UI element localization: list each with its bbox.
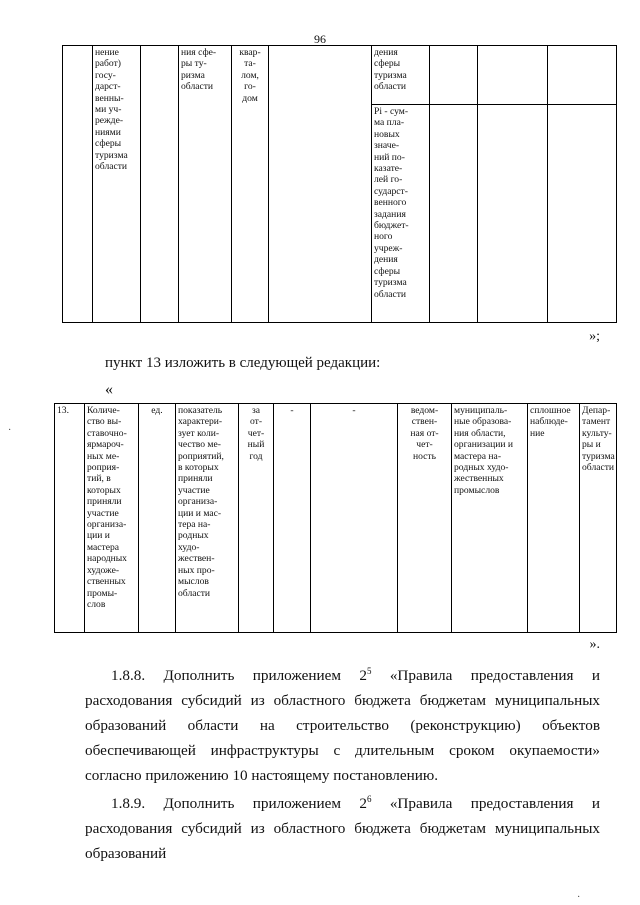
closing-quote: »;	[589, 329, 600, 344]
table-cell	[63, 46, 93, 323]
scan-mark: ·	[577, 892, 581, 903]
table-cell: нение работ) госу- дарст- венны- ми уч- режде- ниями сферы туризма области	[93, 46, 141, 323]
table-cell: ед.	[139, 404, 176, 633]
table-row	[63, 46, 617, 105]
table-cell: за от- чет- ный год	[239, 404, 274, 633]
scan-mark: ·	[8, 425, 12, 436]
table-cell	[478, 105, 548, 323]
superscript: 6	[366, 794, 372, 804]
table-cell: Депар- тамент культу- ры и туризма области	[580, 404, 617, 633]
paragraph-text: 1.8.8. Дополнить приложением 2	[111, 667, 367, 685]
superscript: 5	[366, 666, 372, 676]
table-cell: -	[274, 404, 311, 633]
opening-quote: «	[105, 381, 113, 398]
table-cell	[548, 105, 617, 323]
table-cell: Pi - сум- ма пла- новых значе- ний по- казате- лей го- сударст- венного задания бюджет- ного учреж- дения сферы туризма области	[372, 105, 430, 323]
paragraph-1-8-8	[85, 659, 600, 788]
intro-text: пункт 13 изложить в следующей редакции:	[105, 355, 381, 371]
table-cell: Количе- ство вы- ставочно- ярмароч- ных ме- роприя- тий, в которых приняли участие организа- ции и мастера народных художе- ственных промы- слов	[85, 404, 139, 633]
table-cell: 13.	[55, 404, 85, 633]
table-cell	[548, 46, 617, 105]
closing-quote: ».	[589, 637, 600, 652]
table-cell: дения сферы туризма области	[372, 46, 430, 105]
table-cell: ния сфе- ры ту- ризма области	[179, 46, 232, 323]
table-cell	[141, 46, 179, 323]
paragraph-1-8-9	[85, 787, 600, 866]
continued-table	[62, 45, 617, 323]
table-cell	[269, 46, 372, 323]
table-cell: -	[311, 404, 398, 633]
paragraph-text: «Правила предоставления и расходования субсидий из областного бюджета бюджетам муниципальных образований	[85, 795, 600, 863]
table-cell: ведом- ствен- ная от- чет- ность	[398, 404, 452, 633]
paragraph-text: 1.8.9. Дополнить приложением 2	[111, 795, 367, 813]
table-cell: показатель характери- зует коли- чество ме- роприятий, в которых приняли участие организа- ции и мас- тера на- родных худо- жествен- ных про- мыслов области	[176, 404, 239, 633]
table-cell	[430, 46, 478, 105]
table-cell	[430, 105, 478, 323]
table-cell: квар- та- лом, го- дом	[232, 46, 269, 323]
table-row	[55, 404, 617, 633]
paragraph-text: «Правила предоставления и расходования субсидий из областного бюджета бюджетам муниципальных образований области на строительство (реконструкцию) объектов обеспечивающей инфраструктуры с длительным сроком окупаемости» согласно приложению 10 настоящему постановлению.	[85, 667, 600, 785]
table-cell: сплошное наблюде- ние	[528, 404, 580, 633]
table-cell	[478, 46, 548, 105]
table-cell: муниципаль- ные образова- ния области, организации и мастера на- родных худо- жественных промыслов	[452, 404, 528, 633]
item-13-table	[54, 403, 617, 633]
page-number: 96	[314, 32, 326, 46]
